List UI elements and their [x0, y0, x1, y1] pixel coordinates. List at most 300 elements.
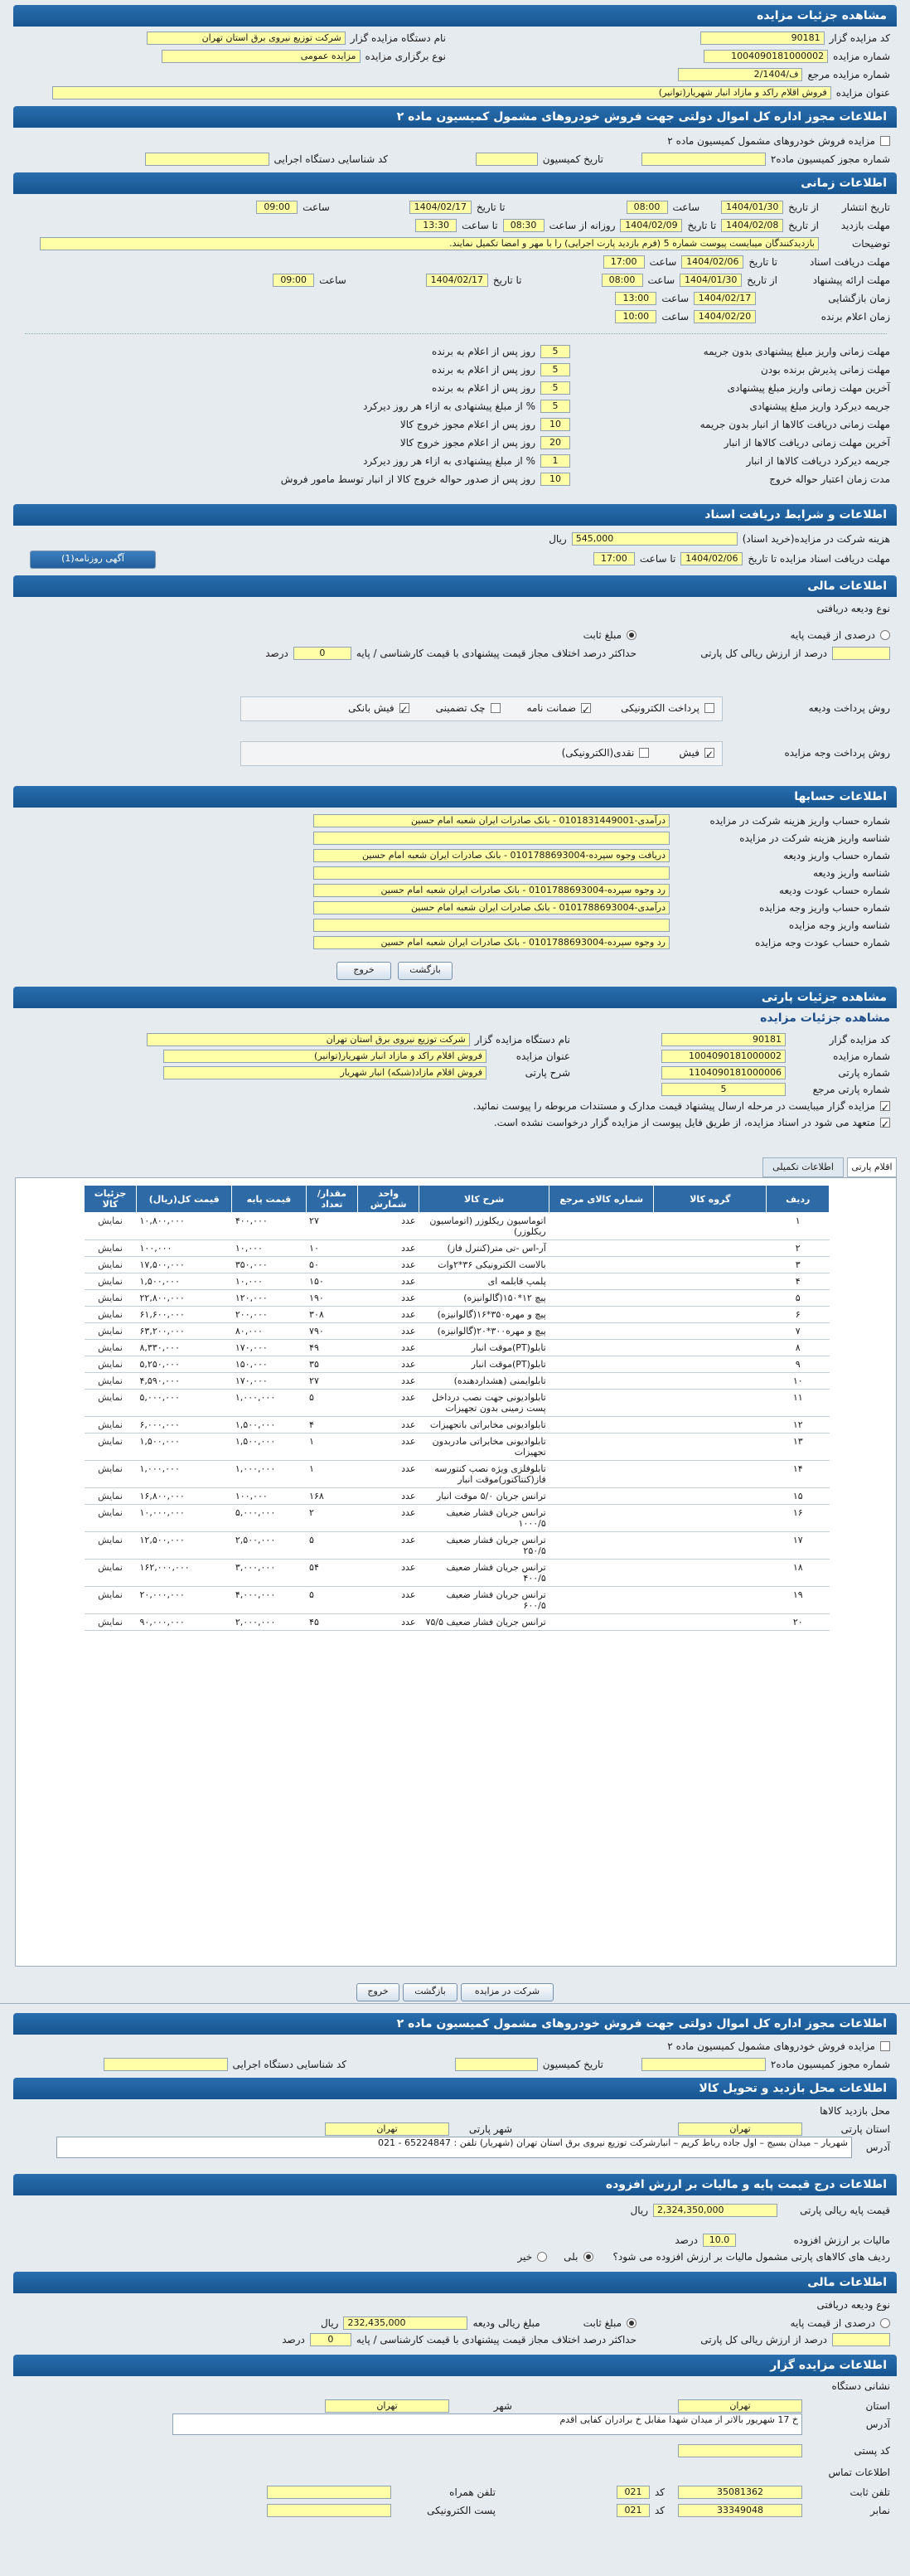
table-cell: عدد	[358, 1307, 419, 1323]
view-details-link[interactable]: نمایش	[85, 1505, 137, 1532]
note2-checkbox: ✓	[880, 1118, 889, 1130]
table-cell: ۲۰,۰۰۰,۰۰۰	[137, 1587, 232, 1614]
row-visit-city: شهر پارتی تهران	[325, 2121, 512, 2137]
row-lot-org: نام دستگاه مزایده گزار شرکت توزیع نیروی برق استان تهران	[147, 1031, 570, 1048]
row-doc-deadline2: مهلت دریافت اسناد مزایده تا تاریخ 1404/02/06 تا ساعت 17:00	[593, 551, 890, 567]
exit-button[interactable]: خروج	[336, 962, 391, 980]
column-header[interactable]: جزئیات کالا	[85, 1186, 137, 1213]
table-cell	[654, 1488, 767, 1505]
table-cell: ۱۴	[767, 1461, 830, 1488]
column-header[interactable]: مقدار/تعداد	[306, 1186, 358, 1213]
deadline-row	[400, 416, 890, 433]
table-cell: ۱۰۰,۰۰۰	[232, 1488, 306, 1505]
divider	[25, 333, 887, 334]
table-cell: عدد	[358, 1373, 419, 1390]
account-field: درآمدی-0101788693004 - بانک صادرات ایران شعبه امام حسین	[313, 901, 670, 914]
items-exit-button[interactable]: خروج	[356, 1983, 399, 2001]
row-publish: تاریخ انتشار از تاریخ 1404/01/30 ساعت 08:00 تا تاریخ 1404/02/17 ساعت 09:00	[256, 199, 890, 216]
table-cell: ترانس جریان فشار ضعیف ۲۵۰/۵	[419, 1532, 549, 1560]
row-vat: مالیات بر ارزش افزوده 10.0 درصد	[675, 2234, 890, 2246]
account-field	[313, 832, 670, 845]
table-cell: ۱۰,۰۰۰	[232, 1273, 306, 1290]
vat-yes-radio[interactable]	[583, 2252, 593, 2262]
table-cell: ۴۹	[306, 1340, 358, 1356]
table-cell	[549, 1587, 654, 1614]
label: کد مزایده گزار	[829, 32, 890, 44]
row-permit2-check: مزایده فروش خودروهای مشمول کمیسیون ماده ۲	[667, 2038, 890, 2054]
table-cell	[654, 1532, 767, 1560]
column-header[interactable]: قیمت کل(ریال)	[137, 1186, 232, 1213]
table-cell: ۸,۳۳۰,۰۰۰	[137, 1340, 232, 1356]
max-diff-field: 0	[293, 647, 351, 660]
back-button[interactable]: بازگشت	[398, 962, 453, 980]
table-cell: ۳,۰۰۰,۰۰۰	[232, 1560, 306, 1587]
row-permit2-no: شماره مجوز کمیسیون ماده۲	[641, 2056, 890, 2073]
table-row	[85, 1290, 830, 1307]
table-cell	[549, 1505, 654, 1532]
table-cell: پیچ و مهره۳۵۰*۱۶(گالوانیزه)	[419, 1307, 549, 1323]
section-header-permit: اطلاعات مجوز اداره کل اموال دولتی جهت فروش خودروهای مشمول کمیسیون ماده ۲	[13, 106, 897, 128]
table-cell: ۲	[767, 1240, 830, 1257]
row-org-city: شهر تهران	[325, 2398, 512, 2414]
row-lot-desc: شرح پارتی فروش اقلام مازاد(شبکه) انبار شهریار	[163, 1065, 570, 1081]
visit-daily-to: 13:30	[415, 219, 457, 232]
row-visit-province: استان پارتی تهران	[678, 2121, 890, 2137]
deadline-label: جریمه دیرکرد دریافت کالاها از انبار	[746, 455, 890, 467]
table-cell: ۱	[767, 1213, 830, 1240]
row-note2: ✓ متعهد می شود در اسناد مزایده، از طریق فایل پیوست از مزایده گزار درخواست نشده است.	[493, 1117, 889, 1130]
row-winner: زمان اعلام برنده 1404/02/20 ساعت 10:00	[615, 308, 890, 325]
row-org-address: آدرس خ 17 شهریور بالاتر از میدان شهدا مقابل خ برادران کفایی اقدم	[172, 2416, 890, 2433]
row-permit2-id: کد شناسایی دستگاه اجرایی	[104, 2056, 346, 2073]
table-cell: ۱۷,۵۰۰,۰۰۰	[137, 1257, 232, 1273]
table-row	[85, 1505, 830, 1532]
bank-checkbox[interactable]: ✓	[399, 704, 409, 716]
view-details-link[interactable]: نمایش	[85, 1290, 137, 1307]
deadline-row	[363, 453, 890, 469]
table-cell: تابلوفلزی ویژه نصب کنتورسه فاز(کنتاکتور)موقت انبار	[419, 1461, 549, 1488]
view-details-link[interactable]: نمایش	[85, 1417, 137, 1434]
table-cell: تابلو(PT)موقت انبار	[419, 1340, 549, 1356]
table-cell	[654, 1307, 767, 1323]
deadline-unit: روز پس از اعلام به برنده	[432, 382, 535, 394]
fixed-radio[interactable]	[627, 630, 637, 640]
table-cell: عدد	[358, 1323, 419, 1340]
lot-code-field: 90181	[661, 1033, 786, 1046]
section-header-finance2: اطلاعات مالی	[13, 2272, 897, 2293]
permit-id-field	[145, 153, 269, 166]
phone-field: 35081362	[678, 2486, 802, 2499]
row-auction-ref: شماره مزایده مرجع ف/2/1404	[678, 66, 890, 83]
table-cell: ۱۵۰	[306, 1273, 358, 1290]
permit2-id-field	[104, 2058, 228, 2071]
participate-button[interactable]: شرکت در مزایده	[461, 1983, 554, 2001]
row-lot-no: شماره پارتی 1104090181000006	[661, 1065, 890, 1081]
view-details-link[interactable]: نمایش	[85, 1434, 137, 1461]
table-row	[85, 1488, 830, 1505]
deadline-value: 5	[540, 345, 570, 358]
note1-checkbox: ✓	[880, 1102, 889, 1113]
table-cell: عدد	[358, 1257, 419, 1273]
pay-cash-checkbox[interactable]	[639, 748, 649, 758]
row-pay-methods: ✓ فیش نقدی(الکترونیکی)	[561, 747, 714, 760]
table-cell: ۱۲,۵۰۰,۰۰۰	[137, 1532, 232, 1560]
row-max-diff: حداکثر درصد اختلاف مجاز قیمت پیشنهادی با قیمت کارشناسی / پایه 0 درصد	[265, 648, 637, 659]
table-cell: ۵	[767, 1290, 830, 1307]
column-header[interactable]: ردیف	[767, 1186, 830, 1213]
deadline-value: 5	[540, 363, 570, 376]
table-cell: اتوماسیون ریکلوزر (اتوماسیون ریکلوزر)	[419, 1213, 549, 1240]
table-row	[85, 1240, 830, 1257]
table-cell	[549, 1356, 654, 1373]
row-description: توضیحات بازدیدکنندگان میبایست پیوست شماره 5 (فرم بازدید پارت اجرایی) را با مهر و امضا تکمیل نمایند.	[40, 235, 890, 252]
table-cell: عدد	[358, 1488, 419, 1505]
auction-subject-field: فروش اقلام راکد و مازاد انبار شهریار(توانیر)	[52, 86, 831, 99]
offer-to-date: 1404/02/17	[426, 274, 488, 287]
table-row	[85, 1614, 830, 1631]
table-cell: ۲۲,۸۰۰,۰۰۰	[137, 1290, 232, 1307]
table-cell: ۶,۰۰۰,۰۰۰	[137, 1417, 232, 1434]
table-cell: ۷۹۰	[306, 1323, 358, 1340]
description-field: بازدیدکنندگان میبایست پیوست شماره 5 (فرم بازدید پارت اجرایی) را با مهر و امضا تکمیل نمایند.	[40, 237, 819, 250]
table-cell	[549, 1488, 654, 1505]
account-field	[313, 866, 670, 880]
fax-field: 33349048	[678, 2504, 802, 2517]
table-row	[85, 1461, 830, 1488]
section-header-lot: مشاهده جزئیات پارتی	[13, 987, 897, 1008]
row-deposit2-percent: درصدی از قیمت پایه	[791, 2315, 890, 2331]
table-cell: ۱۸	[767, 1560, 830, 1587]
view-details-link[interactable]: نمایش	[85, 1356, 137, 1373]
publish-from-date: 1404/01/30	[721, 201, 783, 214]
row-deposit2-type: نوع ودیعه دریافتی	[816, 2299, 890, 2311]
table-cell	[654, 1587, 767, 1614]
account-row	[313, 813, 890, 829]
table-cell: عدد	[358, 1461, 419, 1488]
table-cell: ۵	[306, 1390, 358, 1417]
visit-address-field: شهریار – میدان بسیج – اول جاده رباط کریم – انبارشرکت توزیع نیروی برق استان تهران (شهریار) تلفن : 65224847 - 021	[56, 2137, 852, 2158]
row-visit-address: آدرس شهریار – میدان بسیج – اول جاده رباط کریم – انبارشرکت توزیع نیروی برق استان تهران (شهریار) تلفن : 65224847 - 021	[56, 2139, 890, 2156]
deadline-unit: روز پس از اعلام مجوز خروج کالا	[399, 437, 535, 449]
column-header[interactable]: شماره کالای مرجع	[549, 1186, 654, 1213]
table-cell: پیچ ۱۲*۱۵۰(گالوانیزه)	[419, 1290, 549, 1307]
table-cell	[654, 1213, 767, 1240]
lot-no-field: 1104090181000006	[661, 1066, 786, 1079]
mobile-field	[267, 2486, 391, 2499]
guarantee-checkbox[interactable]: ✓	[582, 704, 591, 716]
fixed2-radio[interactable]	[627, 2318, 637, 2328]
lot-subtitle: مشاهده جزئیات مزایده	[760, 1011, 890, 1025]
view-details-link[interactable]: نمایش	[85, 1213, 137, 1240]
account-field: رد وجوه سپرده-0101788693004 - بانک صادرات ایران شعبه امام حسین	[313, 936, 670, 949]
doc-deadline-time: 17:00	[603, 255, 645, 269]
phone-area-field: 021	[617, 2486, 650, 2499]
row-base-price: قیمت پایه ریالی پارتی 2,324,350,000 ریال	[630, 2205, 890, 2216]
visit-city-field: تهران	[325, 2122, 449, 2136]
table-cell: ۳۵۰,۰۰۰	[232, 1257, 306, 1273]
table-cell: ۷	[767, 1323, 830, 1340]
column-header[interactable]: واحد شمارش	[358, 1186, 419, 1213]
account-label: شماره حساب واریز وجه مزایده	[759, 902, 890, 914]
view-details-link[interactable]: نمایش	[85, 1323, 137, 1340]
row-permit-no: شماره مجوز کمیسیون ماده۲	[641, 151, 890, 167]
view-details-link[interactable]: نمایش	[85, 1257, 137, 1273]
account-row	[313, 900, 890, 916]
section-header-docs: اطلاعات و شرایط دریافت اسناد	[13, 504, 897, 526]
section-header-pricing: اطلاعات درج قیمت پایه و مالیات بر ارزش افزوده	[13, 2174, 897, 2195]
table-cell: ۱۶	[767, 1505, 830, 1532]
deposit-amount-field: 232,435,000	[343, 2316, 467, 2330]
deadline-value: 10	[540, 473, 570, 486]
newspaper-ad-button[interactable]: آگهی روزنامه(1)	[30, 551, 156, 569]
table-cell: ۱,۵۰۰,۰۰۰	[137, 1434, 232, 1461]
visit-to-date: 1404/02/09	[620, 219, 682, 232]
table-cell	[654, 1290, 767, 1307]
cheque-checkbox[interactable]	[491, 703, 501, 713]
deadline-row	[400, 434, 890, 451]
deadline-label: مهلت زمانی واریز مبلغ پیشنهادی بدون جریمه	[703, 346, 890, 357]
view-details-link[interactable]: نمایش	[85, 1461, 137, 1488]
table-cell: ۵	[306, 1587, 358, 1614]
tab-extra-info[interactable]: اطلاعات تکمیلی	[762, 1157, 844, 1177]
row-opening: زمان بازگشایی 1404/02/17 ساعت 13:00	[615, 290, 890, 307]
section-header-permit2: اطلاعات مجوز اداره کل اموال دولتی جهت فروش خودروهای مشمول کمیسیون ماده ۲	[13, 2013, 897, 2035]
view-details-link[interactable]: نمایش	[85, 1614, 137, 1631]
publish-to-date: 1404/02/17	[409, 201, 472, 214]
row-permit-check: مزایده فروش خودروهای مشمول کمیسیون ماده ۲	[667, 133, 890, 149]
vat-no-radio[interactable]	[537, 2252, 547, 2262]
row-org-address-title: نشانی دستگاه	[831, 2380, 890, 2392]
permit-checkbox[interactable]	[880, 136, 890, 146]
table-cell	[549, 1560, 654, 1587]
row-phone: تلفن ثابت 35081362 کد 021	[617, 2484, 890, 2501]
table-cell: ۸۰,۰۰۰	[232, 1323, 306, 1340]
table-cell: تابلوادیونی جهت نصب درداخل پست زمینی بدون تجهیزات	[419, 1390, 549, 1417]
deadline-row	[432, 343, 890, 360]
deadline-value: 5	[540, 400, 570, 413]
table-cell	[549, 1532, 654, 1560]
table-cell	[654, 1560, 767, 1587]
table-cell	[549, 1273, 654, 1290]
table-cell: ۲۰۰,۰۰۰	[232, 1307, 306, 1323]
row-auction-type: نوع برگزاری مزایده مزایده عمومی	[162, 48, 446, 65]
table-cell	[549, 1373, 654, 1390]
row-doc-fee: هزینه شرکت در مزایده(خرید اسناد) 545,000 ریال	[549, 533, 890, 545]
column-header[interactable]: گروه کالا	[654, 1186, 767, 1213]
auction-number-field: 1004090181000002	[704, 50, 828, 63]
row-auction-code	[700, 30, 890, 46]
column-header[interactable]: شرح کالا	[419, 1186, 549, 1213]
section-header-organizer: اطلاعات مزایده گزار	[13, 2355, 897, 2376]
deadline-label: مدت زمان اعتبار حواله خروج	[769, 473, 890, 485]
table-cell	[654, 1614, 767, 1631]
offer-from-time: 08:00	[602, 274, 643, 287]
table-cell: عدد	[358, 1587, 419, 1614]
items-table	[84, 1185, 830, 1631]
account-label: شناسه واریز وجه مزایده	[788, 919, 890, 931]
row-visit-place: محل بازدید کالاها	[820, 2105, 890, 2117]
row-percent-of: درصد از ارزش ریالی کل پارتی	[700, 645, 890, 662]
table-cell: ۵	[306, 1532, 358, 1560]
table-cell: ۱۶۸	[306, 1488, 358, 1505]
section-header-timing: اطلاعات زمانی	[13, 172, 897, 194]
row-auction-subject: عنوان مزایده فروش اقلام راکد و مازاد انبار شهریار(توانیر)	[52, 85, 890, 101]
table-cell: ترانس جریان ۵/۰ موقت انبار	[419, 1488, 549, 1505]
table-cell	[654, 1434, 767, 1461]
account-field: رد وجوه سپرده-0101788693004 - بانک صادرات ایران شعبه امام حسین	[313, 884, 670, 897]
deadline-label: آخرین مهلت زمانی دریافت کالاها از انبار	[724, 437, 890, 449]
deadline-unit: روز پس از صدور حواله خروج کالا از انبار توسط مامور فروش	[280, 473, 535, 485]
permit-date-field	[476, 153, 538, 166]
table-cell: عدد	[358, 1560, 419, 1587]
table-cell: ۱۹۰	[306, 1290, 358, 1307]
table-cell: ۵۰	[306, 1257, 358, 1273]
deadline-value: 5	[540, 381, 570, 395]
table-cell: ۱۰	[306, 1240, 358, 1257]
row-lot-number: شماره مزایده 1004090181000002	[661, 1048, 890, 1065]
offer-from-date: 1404/01/30	[680, 274, 742, 287]
tab-lot-items[interactable]: اقلام پارتی	[847, 1157, 897, 1177]
table-cell: عدد	[358, 1340, 419, 1356]
deadline-unit: % از مبلغ پیشنهادی به ازاء هر روز دیرکرد	[363, 400, 535, 412]
table-cell	[549, 1461, 654, 1488]
row-pay-methods-label: روش پرداخت وجه مزایده	[784, 747, 890, 759]
account-row	[313, 847, 890, 864]
lot-org-field: شرکت توزیع نیروی برق استان تهران	[147, 1033, 470, 1046]
table-cell: ۱۳	[767, 1434, 830, 1461]
table-cell	[654, 1323, 767, 1340]
table-cell: ۱۱	[767, 1390, 830, 1417]
table-body	[85, 1213, 830, 1631]
account-label: شناسه واریز ودیعه	[812, 867, 890, 879]
electronic-checkbox[interactable]	[704, 703, 714, 713]
deadline-label: جریمه دیرکرد واریز مبلغ پیشنهادی	[749, 400, 890, 412]
account-label: شناسه واریز هزینه شرکت در مزایده	[739, 832, 890, 844]
account-field: دریافت وجوه سپرده-0101788693004 - بانک صادرات ایران شعبه امام حسین	[313, 849, 670, 862]
table-cell: عدد	[358, 1290, 419, 1307]
table-row	[85, 1587, 830, 1614]
account-field	[313, 919, 670, 932]
table-cell	[549, 1417, 654, 1434]
account-row	[313, 865, 890, 881]
view-details-link[interactable]: نمایش	[85, 1488, 137, 1505]
table-cell: ۱	[306, 1434, 358, 1461]
table-cell: ۶۱,۶۰۰,۰۰۰	[137, 1307, 232, 1323]
permit2-date-field	[455, 2058, 538, 2071]
table-cell: ۴	[767, 1273, 830, 1290]
row-deposit-methods: پرداخت الکترونیکی ✓ ضمانت نامه چک تضمینی ✓ فیش بانکی	[348, 700, 714, 716]
view-details-link[interactable]: نمایش	[85, 1560, 137, 1587]
doc-deadline2-date: 1404/02/06	[680, 552, 743, 565]
table-cell: ۲۰	[767, 1614, 830, 1631]
row-org-postal: کد پستی	[678, 2443, 890, 2459]
view-details-link[interactable]: نمایش	[85, 1273, 137, 1290]
table-cell: ۹	[767, 1356, 830, 1373]
account-field: درآمدی-0101831449001 - بانک صادرات ایران شعبه امام حسین	[313, 814, 670, 827]
section-header-accounts: اطلاعات حسابها	[13, 786, 897, 808]
table-cell: تابلوادیونی مخابراتی باتجهیزات	[419, 1417, 549, 1434]
percent2-radio[interactable]	[880, 2318, 890, 2328]
row-deposit2-fixed: مبلغ ثابت مبلغ ریالی ودیعه 232,435,000 ریال	[321, 2315, 637, 2331]
table-cell: آر-اس -تی متر(کنترل فاز)	[419, 1240, 549, 1257]
row-deposit-percent: درصدی از قیمت پایه	[791, 627, 890, 643]
table-cell: ۹۰,۰۰۰,۰۰۰	[137, 1614, 232, 1631]
view-details-link[interactable]: نمایش	[85, 1373, 137, 1390]
table-cell: ۱۷	[767, 1532, 830, 1560]
table-cell	[654, 1356, 767, 1373]
table-cell: ۱۶,۸۰۰,۰۰۰	[137, 1488, 232, 1505]
table-cell: عدد	[358, 1213, 419, 1240]
account-row	[313, 934, 890, 951]
row-note1: ✓ مزایده گزار میبایست در مرحله ارسال پیشنهاد قیمت مدارک و مستندات مربوطه را پیوست نمائید.	[472, 1100, 889, 1113]
table-cell: ترانس جریان فشار ضعیف ۱۰۰۰/۵	[419, 1505, 549, 1532]
view-details-link[interactable]: نمایش	[85, 1390, 137, 1417]
row-percent2-of: درصد از ارزش ریالی کل پارتی	[700, 2331, 890, 2348]
row-permit-date: تاریخ کمیسیون	[476, 151, 603, 167]
table-cell: ۵,۰۰۰,۰۰۰	[232, 1505, 306, 1532]
view-details-link[interactable]: نمایش	[85, 1307, 137, 1323]
items-back-button[interactable]: بازگشت	[403, 1983, 457, 2001]
permit2-checkbox[interactable]	[880, 2041, 890, 2051]
deadline-value: 1	[540, 454, 570, 468]
table-row	[85, 1340, 830, 1356]
view-details-link[interactable]: نمایش	[85, 1340, 137, 1356]
row-mobile: تلفن همراه	[267, 2484, 496, 2501]
table-cell: ۳۵	[306, 1356, 358, 1373]
section-header-finance: اطلاعات مالی	[13, 575, 897, 597]
percent-radio[interactable]	[880, 630, 890, 640]
table-cell: ۲	[306, 1505, 358, 1532]
table-cell: عدد	[358, 1614, 419, 1631]
view-details-link[interactable]: نمایش	[85, 1532, 137, 1560]
table-cell	[549, 1307, 654, 1323]
view-details-link[interactable]: نمایش	[85, 1240, 137, 1257]
table-cell: ۱۷۰,۰۰۰	[232, 1373, 306, 1390]
deadline-value: 10	[540, 418, 570, 431]
account-label: شماره حساب واریز هزینه شرکت در مزایده	[709, 815, 890, 827]
account-row	[313, 917, 890, 934]
row-permit2-date: تاریخ کمیسیون	[455, 2056, 603, 2073]
org-postal-field	[678, 2444, 802, 2457]
vat-field: 10.0	[703, 2234, 736, 2247]
table-cell: ۱۰,۰۰۰	[232, 1240, 306, 1257]
deadline-unit: روز پس از اعلام مجوز خروج کالا	[399, 419, 535, 430]
row-deposit-type: نوع ودیعه دریافتی	[816, 603, 890, 614]
deadline-row	[281, 471, 890, 488]
column-header[interactable]: قیمت پایه	[232, 1186, 306, 1213]
table-cell	[549, 1240, 654, 1257]
table-cell: ۱۶۲,۰۰۰,۰۰۰	[137, 1560, 232, 1587]
table-cell	[654, 1340, 767, 1356]
table-cell	[654, 1461, 767, 1488]
table-cell: ترانس جریان فشار ضعیف ۴۰۰/۵	[419, 1560, 549, 1587]
table-cell: ۴	[306, 1417, 358, 1434]
row-lot-code: کد مزایده گزار 90181	[661, 1031, 890, 1048]
visit-from-date: 1404/02/08	[721, 219, 783, 232]
table-row	[85, 1213, 830, 1240]
lot-num-field: 5	[661, 1083, 786, 1096]
auction-org-field: شرکت توزیع نیروی برق استان تهران	[147, 32, 346, 45]
view-details-link[interactable]: نمایش	[85, 1587, 137, 1614]
winner-date: 1404/02/20	[694, 310, 756, 323]
permit-number-field	[641, 153, 766, 166]
pay-bank-checkbox[interactable]: ✓	[704, 749, 714, 760]
deadline-row	[432, 361, 890, 378]
lot-subject-field: فروش اقلام راکد و مازاد انبار شهریار(توانیر)	[163, 1050, 486, 1063]
deadline-label: آخرین مهلت زمانی واریز مبلغ پیشنهادی	[727, 382, 890, 394]
table-cell: ۱,۰۰۰,۰۰۰	[232, 1390, 306, 1417]
percent2-of-field	[832, 2333, 890, 2346]
